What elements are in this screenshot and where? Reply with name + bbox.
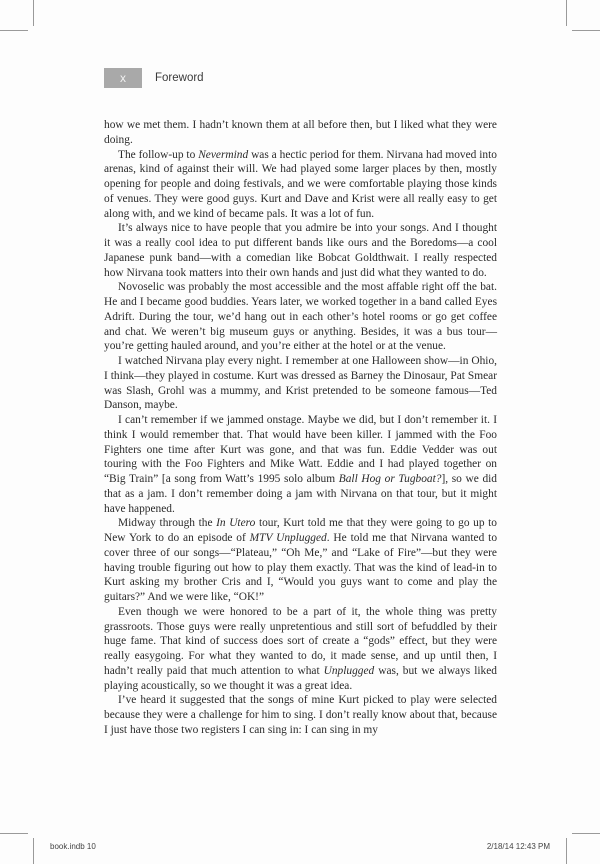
text-run: . He told me that Nirvana wanted to cover three of our songs—“Plateau,” “Oh Me,” and “Lake of Fire”—but they were having trouble figuring out how to play them exactly. That was the kind of lead-in to Kurt asking my brother Cris and I, “Would you guys want to come and play the guitars?” And we were like, “OK!”	[104, 532, 498, 603]
running-head: Foreword	[155, 72, 204, 84]
paragraph	[104, 280, 497, 354]
crop-mark	[572, 30, 600, 31]
text-run: I watched Nirvana play every night. I remember at one Halloween show—in Ohio, I think—they played in costume. Kurt was dressed as Barney the Dinosaur, Pat Smear was Slash, Grohl was a mummy, and Krist pretended to be someone famous—Ted Danson, maybe.	[104, 355, 497, 412]
text-run: was a hectic period for them. Nirvana had moved into arenas, kind of against their will. We had played some larger places by then, mostly opening for people and doing festivals, and we were comfortable playing those kinds of venues. They were good guys. Kurt and Dave and Krist were all really easy to get along with, and we kind of became pals. It was a lot of fun.	[104, 148, 497, 220]
text-run: ], so we did that as a jam. I don’t remember doing a jam with Nirvana on that tour, but it might have happened.	[104, 473, 497, 515]
crop-mark	[33, 0, 34, 26]
paragraph	[104, 221, 497, 280]
footer-file-name: book.indb 10	[50, 842, 96, 851]
text-run: Even though we were honored to be a part of it, the whole thing was pretty grassroots. Those guys were really unpretentious and still sort of befuddled by their huge fame. That kind of success does sort of create a “gods” effect, but they were really easygoing. For what they wanted to do, it made sense, and up until then, I hadn’t really paid that much attention to what	[104, 605, 497, 677]
crop-mark	[572, 833, 600, 834]
text-run: It’s always nice to have people that you admire be into your songs. And I thought it was a really cool idea to put different bands like ours and the Boredoms—a cool Japanese punk band—with a comedian like Bobcat Goldthwait. I really respected how Nirvana took matters into their own hands and just did what they wanted to do.	[104, 222, 497, 279]
crop-mark	[33, 838, 34, 864]
text-run: The follow-up to	[118, 148, 199, 161]
crop-mark	[0, 30, 28, 31]
footer-timestamp: 2/18/14 12:43 PM	[486, 842, 550, 851]
text-run: how we met them. I hadn’t known them at all before then, but I liked what they were doing.	[104, 119, 497, 146]
page-header	[104, 68, 204, 88]
paragraph	[104, 118, 497, 148]
text-run: I’ve heard it suggested that the songs of mine Kurt picked to play were selected because they were a challenge for him to sing. I don’t really know about that, because I just have those two registers I can sing in: I can sing in my	[104, 694, 497, 736]
paragraph	[104, 516, 497, 605]
crop-mark	[566, 838, 567, 864]
text-run: tour, Kurt told me that they were going to go up to New York to do an episode of	[104, 517, 497, 544]
italic-title: MTV Unplugged	[249, 532, 327, 544]
paragraph	[104, 693, 497, 737]
paragraph	[104, 413, 497, 516]
italic-title: Nevermind	[198, 148, 249, 161]
paragraph	[104, 605, 497, 694]
crop-mark	[0, 833, 28, 834]
italic-title: In Utero	[216, 517, 256, 530]
text-run: I can’t remember if we jammed onstage. Maybe we did, but I don’t remember it. I think I would remember that. That would have been killer. I jammed with the Foo Fighters one time after Kurt was gone, and that was fun. Eddie Vedder was out touring with the Foo Fighters and Mike Watt. Eddie and I had played together on “Big Train” [a song from Watt’s 1995 solo album	[104, 414, 497, 485]
crop-mark	[566, 0, 567, 26]
text-run: Midway through the	[118, 517, 217, 530]
text-run: Novoselic was probably the most accessible and the most affable right off the bat. He and I became good buddies. Years later, we worked together in a band called Eyes Adrift. During the tour, we’d hang out in each other’s hotel rooms or go get coffee and chat. We weren’t big museum guys or anything. Besides, it was a bus tour—you’re getting hauled around, and you’re either at the hotel or at the venue.	[104, 281, 497, 353]
italic-title: Ball Hog or Tugboat?	[338, 473, 442, 485]
paragraph	[104, 148, 497, 222]
body-text	[104, 118, 497, 738]
paragraph	[104, 354, 497, 413]
text-run: was, but we always liked playing acoustically, so we thought it was a great idea.	[104, 664, 497, 692]
italic-title: Unplugged	[323, 664, 375, 677]
page-number: x	[104, 68, 142, 88]
